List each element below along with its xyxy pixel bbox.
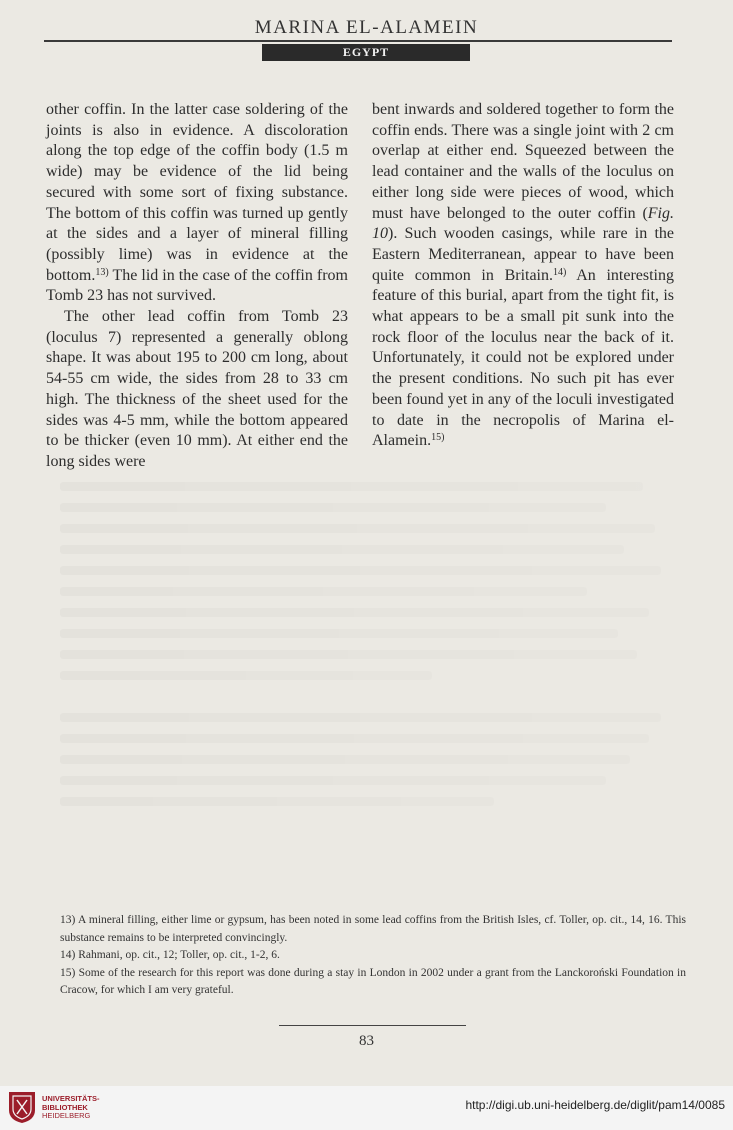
figure-ref: Fig. 10 bbox=[372, 204, 674, 243]
running-header bbox=[0, 17, 733, 39]
footnote-15: 15) Some of the research for this report was done during a stay in London in 2002 under a grant from the Lanckoroński Foundation in Cracow, for which I am very grateful. bbox=[60, 966, 686, 997]
source-url[interactable]: http://digi.ub.uni-heidelberg.de/diglit/pam14/0085 bbox=[465, 1098, 725, 1112]
footnote-14: 14) Rahmani, op. cit., 12; Toller, op. cit., 1-2, 6. bbox=[60, 949, 280, 962]
page-number-rule bbox=[279, 1025, 466, 1026]
right-column bbox=[372, 100, 674, 452]
footnotes bbox=[60, 912, 686, 1000]
university-seal-icon bbox=[7, 1090, 37, 1124]
header-title: MARINA EL-ALAMEIN bbox=[254, 17, 479, 38]
library-footer bbox=[0, 1086, 733, 1130]
section-badge: EGYPT bbox=[262, 44, 470, 61]
paragraph-1: other coffin. In the latter case soldering of the joints is also in evidence. A discoloration along the top edge of the coffin body (1.5 m wide) may be evidence of the lid being secured with some sort of fixing substance. The bottom of this coffin was turned up gently at the sides and a layer of mineral filling (possibly lime) was in evidence at the bottom.$^{13)}$ The lid in the case of the coffin from Tomb 23 has not survived. bbox=[46, 101, 348, 305]
library-name: UNIVERSITÄTS- BIBLIOTHEK HEIDELBERG bbox=[42, 1094, 100, 1120]
footnote-13: 13) A mineral filling, either lime or gypsum, has been noted in some lead coffins from the British Isles, cf. Toller, op. cit., 14, 16. This substance remains to be interpreted convincingly. bbox=[60, 914, 686, 944]
paragraph-3: bent inwards and soldered together to form the coffin ends. There was a single joint with 2 cm overlap at either end. Squeezed between the lead container and the walls of the loculus on either long side were pieces of wood, which must have belonged to the outer coffin (Fig. 10). Such wooden casings, while rare in the Eastern Mediterranean, appear to have been quite common in Britain.$^{14)}$ An interesting feature of this burial, apart from the tight fit, is what appears to be a small pit sunk into the rock floor of the loculus near the back of it. Unfortunately, it could not be explored under the present conditions. No such pit has ever been found yet in any of the loculi investigated to date in the necropolis of Marina el-Alamein.$^{15)}$ bbox=[372, 101, 674, 450]
header-rule bbox=[44, 40, 672, 42]
left-column bbox=[46, 100, 348, 473]
footnote-ref-15: 15) bbox=[431, 432, 445, 444]
bleed-through bbox=[60, 470, 680, 940]
page-number: 83 bbox=[359, 1033, 374, 1049]
footnote-ref-14: 14) bbox=[553, 266, 567, 278]
paragraph-2: The other lead coffin from Tomb 23 (loculus 7) represented a generally oblong shape. It was about 195 to 200 cm long, about 54-55 cm wide, the sides from 28 to 33 cm high. The thickness of the sheet used for the sides was 4-5 mm, while the bottom appeared to be thicker (even 10 mm). At either end the long sides were bbox=[46, 308, 348, 470]
footnote-ref-13: 13) bbox=[95, 266, 109, 278]
